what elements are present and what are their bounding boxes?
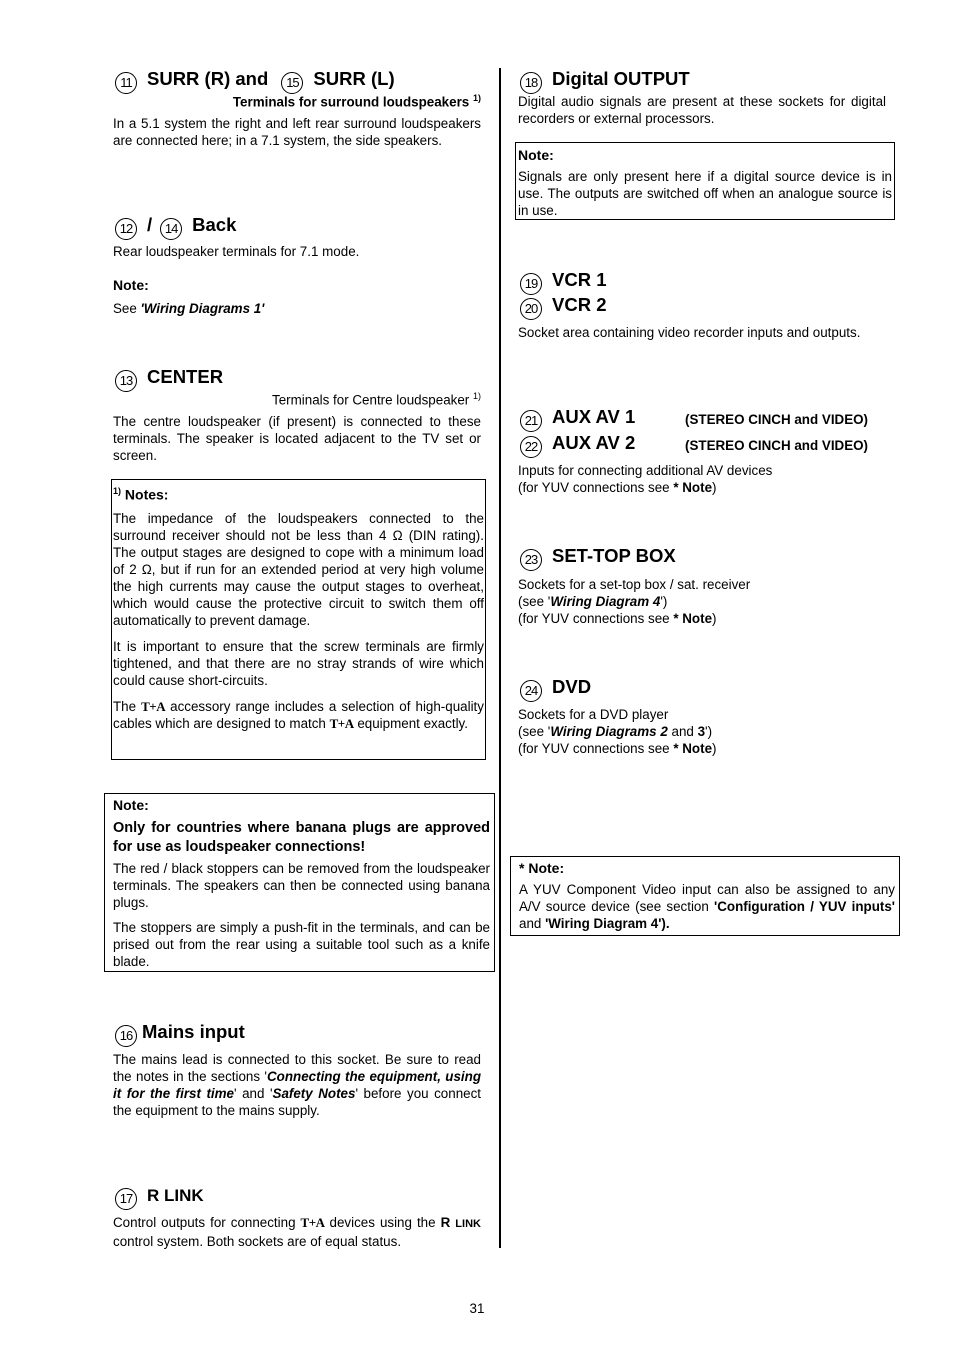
notes-box-1: $^{1)}$ Notes: The impedance of the loudspeakers connected to the surround receiver should not be less than 4 Ω (DIN rating). The output stages are designed to cope with a minimum load of 2 Ω, but if run for an extended period at very high volume the high currents may cause the output stages to overheat, which would cause the protective circuit to switch them off automatically to prevent damage. It is important to ensure that the screw terminals are firmly tightened, and that there are no stray strands of wire which could cause short-circuits. The T+A accessory range includes a selection of high-quality cables which are designed to match T+A equipment exactly. [111,479,486,760]
number-12-icon: 12 [115,218,137,240]
column-divider [499,68,501,1248]
aux-body: Inputs for connecting additional AV devices (for YUV connections see * Note) [518,463,773,495]
digital-heading: 18 Digital OUTPUT [520,68,690,94]
surr-subtitle: Terminals for surround loudspeakers $^{1)}$ [232,93,481,110]
aux1-heading: 21 AUX AV 1 [520,406,635,432]
mains-heading: 16 Mains input [115,1021,245,1047]
number-22-icon: 22 [520,436,542,458]
back-note-title: Note: [113,277,149,293]
number-14-icon: 14 [160,218,182,240]
surr-body: In a 5.1 system the right and left rear surround loudspeakers are connected here; in a 7.1 system, the side speakers. [113,116,481,148]
number-24-icon: 24 [520,680,542,702]
surr-heading: 11 SURR (R) and 15 SURR (L) [115,68,395,94]
back-note-body: See 'Wiring Diagrams 1' [113,301,265,316]
aux2-heading: 22 AUX AV 2 [520,432,635,458]
number-19-icon: 19 [520,273,542,295]
settop-heading: 23 SET-TOP BOX [520,545,676,571]
page-number: 31 [469,1301,485,1316]
number-13-icon: 13 [115,370,137,392]
number-11-icon: 11 [115,72,137,94]
mains-body: The mains lead is connected to this socket. Be sure to read the notes in the sections 'Connecting the equipment, using it for the first time' and 'Safety Notes' before you connect the equipment to the mains supply. [113,1052,481,1118]
vcr2-heading: 20 VCR 2 [520,294,607,320]
notes-box-2: Note: Only for countries where banana plugs are approved for use as loudspeaker connections! The red / black stoppers can be removed from the loudspeaker terminals. The speakers can then be connected using banana plugs. The stoppers are simply a push-fit in the terminals, and can be prised out from the rear using a suitable tool such as a knife blade. [104,793,495,972]
back-heading: 12 / 14 Back [115,214,236,240]
ta-logo: T+A [300,1215,325,1230]
rlink-heading: 17 R LINK [115,1185,204,1210]
number-16-icon: 16 [115,1025,137,1047]
number-15-icon: 15 [281,72,303,94]
center-body: The centre loudspeaker (if present) is connected to these terminals. The speaker is located adjacent to the TV set or screen. [113,414,481,463]
settop-body: Sockets for a set-top box / sat. receiver (see 'Wiring Diagram 4') (for YUV connections see * Note) [518,577,751,626]
yuv-note-box: * Note: A YUV Component Video input can also be assigned to any A/V source device (see section 'Configuration / YUV inputs' and 'Wiring Diagram 4'). [510,856,900,936]
center-subtitle: Terminals for Centre loudspeaker $^{1)}$ [272,391,481,408]
vcr-body: Socket area containing video recorder inputs and outputs. [518,325,861,340]
number-23-icon: 23 [520,549,542,571]
digital-body: Digital audio signals are present at these sockets for digital recorders or external processors. [518,94,886,126]
number-20-icon: 20 [520,298,542,320]
dvd-heading: 24 DVD [520,676,591,702]
number-21-icon: 21 [520,410,542,432]
number-18-icon: 18 [520,72,542,94]
number-17-icon: 17 [115,1188,137,1210]
center-heading: 13 CENTER [115,366,223,392]
aux1-tag: (STEREO CINCH and VIDEO) [685,412,869,427]
digital-note-box: Note: Signals are only present here if a digital source device is in use. The outputs are switched off when an analogue source is in use. [515,142,895,220]
vcr1-heading: 19 VCR 1 [520,269,607,295]
dvd-body: Sockets for a DVD player (see 'Wiring Diagrams 2 and 3') (for YUV connections see * Note) [518,707,717,756]
ta-logo: T+A [141,698,166,714]
aux2-tag: (STEREO CINCH and VIDEO) [685,438,869,453]
back-body: Rear loudspeaker terminals for 7.1 mode. [113,244,360,259]
rlink-body: Control outputs for connecting T+A devices using the R LINK control system. Both sockets are of equal status. [113,1215,481,1249]
ta-logo: T+A [329,715,354,731]
